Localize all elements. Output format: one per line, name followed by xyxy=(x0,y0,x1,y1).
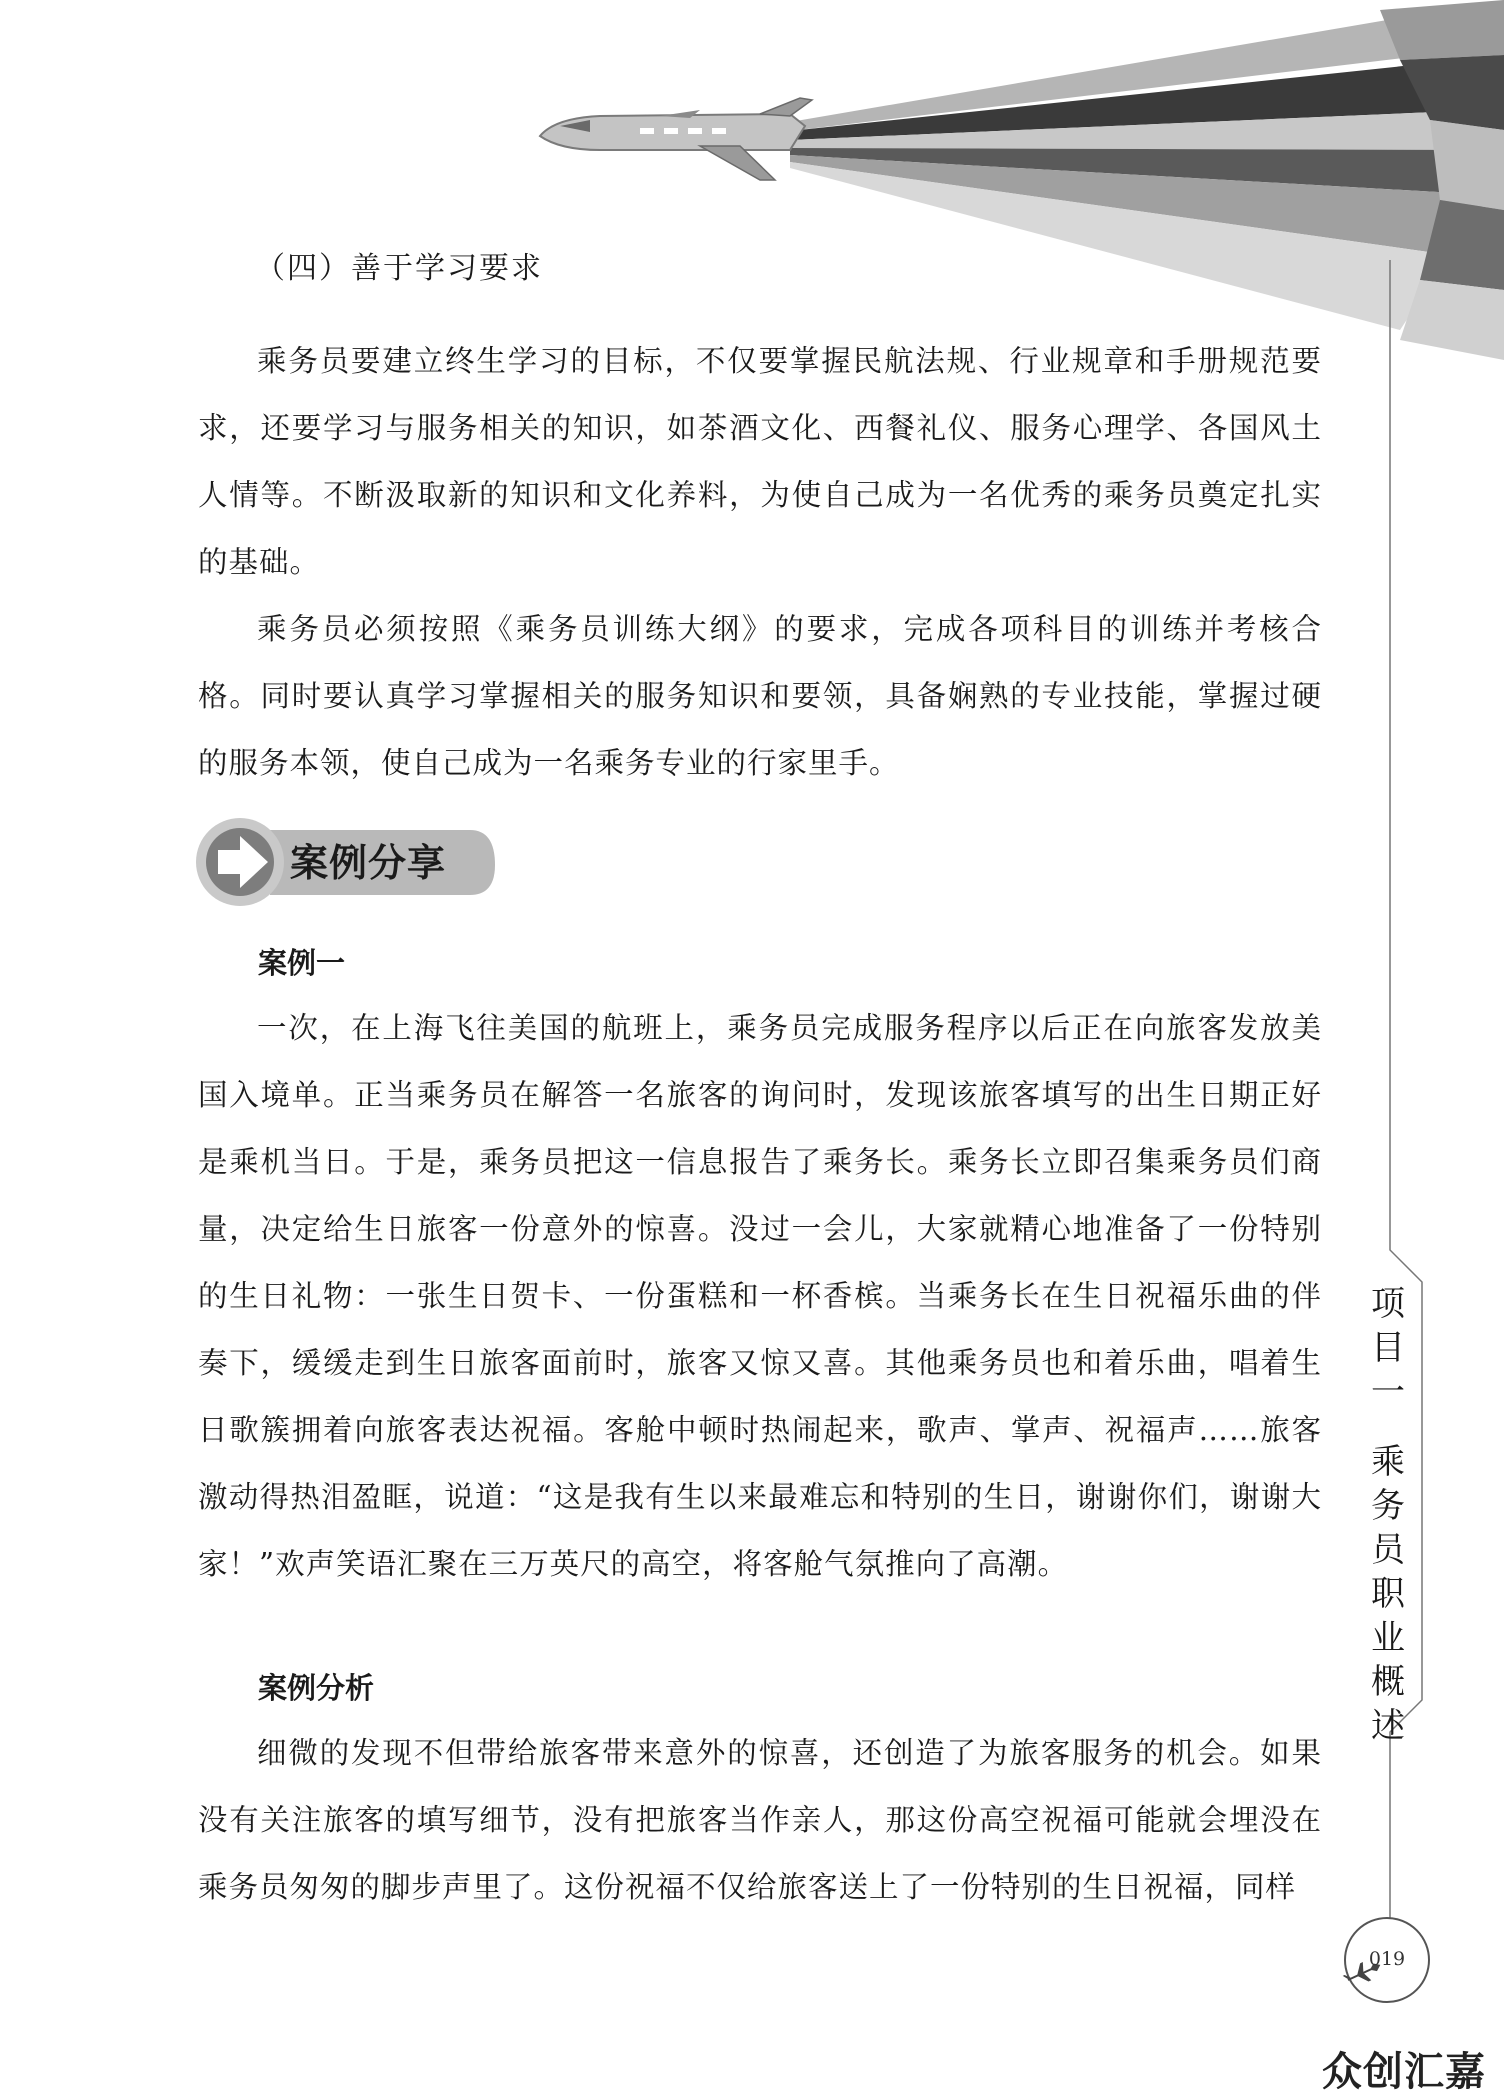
chapter-side-tab xyxy=(1358,1282,1418,1748)
section-paragraph-2: 乘务员必须按照《乘务员训练大纲》的要求，完成各项科目的训练并考核合格。同时要认真学习掌握相关的服务知识和要领，具备娴熟的专业技能，掌握过硬的服务本领，使自己成为一名乘务专业的行家里手。 xyxy=(198,612,1322,780)
case-analysis-title: 案例分析 xyxy=(258,1671,375,1705)
section-paragraph-1: 乘务员要建立终生学习的目标，不仅要掌握民航法规、行业规章和手册规范要求，还要学习与服务相关的知识，如茶酒文化、西餐礼仪、服务心理学、各国风土人情等。不断汲取新的知识和文化养料，为使自己成为一名优秀的乘务员奠定扎实的基础。 xyxy=(198,344,1322,579)
case-one-body: 一次，在上海飞往美国的航班上，乘务员完成服务程序以后正在向旅客发放美国入境单。正当乘务员在解答一名旅客的询问时，发现该旅客填写的出生日期正好是乘机当日。于是，乘务员把这一信息报告了乘务长。乘务长立即召集乘务员们商量，决定给生日旅客一份意外的惊喜。没过一会儿，大家就精心地准备了一份特别的生日礼物：一张生日贺卡、一份蛋糕和一杯香槟。当乘务长在生日祝福乐曲的伴奏下，缓缓走到生日旅客面前时，旅客又惊又喜。其他乘务员也和着乐曲，唱着生日歌簇拥着向旅客表达祝福。客舱中顿时热闹起来，歌声、掌声、祝福声……旅客激动得热泪盈眶，说道：“这是我有生以来最难忘和特别的生日，谢谢你们，谢谢大家！”欢声笑语汇聚在三万英尺的高空，将客舱气氛推向了高潮。 xyxy=(198,1011,1322,1581)
airplane-header-graphic xyxy=(540,0,1504,360)
case-share-label: 案例分享 xyxy=(290,841,447,885)
side-tab-chapter: 乘务员职业概述 xyxy=(1370,1442,1405,1746)
case-analysis-body: 细微的发现不但带给旅客带来意外的惊喜，还创造了为旅客服务的机会。如果没有关注旅客的填写细节，没有把旅客当作亲人，那这份高空祝福可能就会埋没在乘务员匆匆的脚步声里了。这份祝福不仅给旅客送上了一份特别的生日祝福，同样 xyxy=(198,1736,1322,1904)
section-heading: （四）善于学习要求 xyxy=(255,251,543,286)
side-tab-project: 项目一 xyxy=(1370,1284,1405,1412)
watermark: 众创汇嘉 xyxy=(1322,2049,1486,2095)
page-number: 019 xyxy=(1368,1948,1406,1970)
case-one-title: 案例一 xyxy=(258,946,346,980)
